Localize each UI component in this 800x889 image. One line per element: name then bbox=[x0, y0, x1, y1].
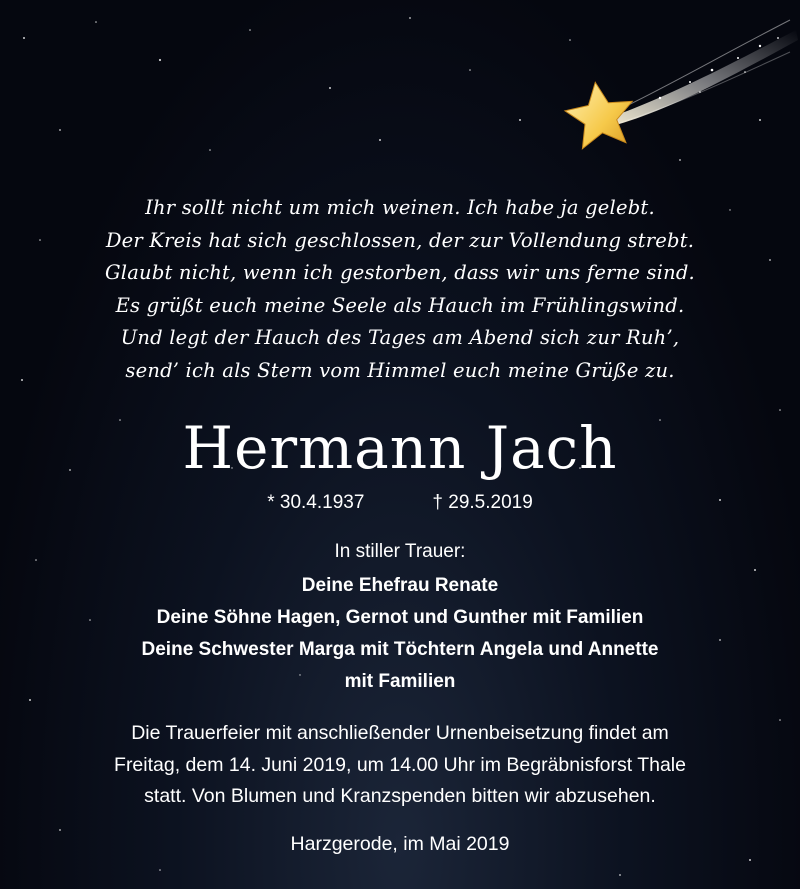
life-dates bbox=[0, 489, 800, 517]
poem bbox=[0, 192, 800, 387]
mourner-line: Deine Söhne Hagen, Gernot und Gunther mit Familien bbox=[156, 607, 644, 628]
death-date: † 29.5.2019 bbox=[432, 492, 533, 513]
birth-date: * 30.4.1937 bbox=[267, 492, 365, 513]
shooting-star-icon bbox=[562, 20, 798, 150]
ceremony-line: Die Trauerfeier mit anschließender Urnenbeisetzung findet am bbox=[131, 722, 669, 744]
poem-line: Glaubt nicht, wenn ich gestorben, dass wir uns ferne sind. bbox=[105, 261, 695, 284]
poem-line: Und legt der Hauch des Tages am Abend sich zur Ruh’, bbox=[120, 326, 680, 349]
deceased-name: Hermann Jach bbox=[182, 414, 618, 482]
poem-line: Der Kreis hat sich geschlossen, der zur Vollendung strebt. bbox=[105, 228, 695, 252]
ceremony-line: statt. Von Blumen und Kranzspenden bitten wir abzusehen. bbox=[144, 785, 656, 807]
ceremony-info bbox=[0, 718, 800, 813]
poem-line: Es grüßt euch meine Seele als Hauch im Frühlingswind. bbox=[115, 293, 685, 317]
mourner-line: mit Familien bbox=[344, 671, 456, 692]
mourners-list bbox=[0, 570, 800, 698]
poem-line: send’ ich als Stern vom Himmel euch meine Grüße zu. bbox=[125, 358, 675, 382]
ceremony-line: Freitag, dem 14. Juni 2019, um 14.00 Uhr im Begräbnisforst Thale bbox=[114, 753, 686, 776]
mourner-line: Deine Ehefrau Renate bbox=[301, 575, 499, 596]
poem-line: Ihr sollt nicht um mich weinen. Ich habe ja gelebt. bbox=[145, 196, 655, 219]
mourner-line: Deine Schwester Marga mit Töchtern Angela und Annette bbox=[141, 639, 659, 660]
mourning-intro: In stiller Trauer: bbox=[334, 541, 466, 562]
place-and-date: Harzgerode, im Mai 2019 bbox=[290, 833, 510, 855]
